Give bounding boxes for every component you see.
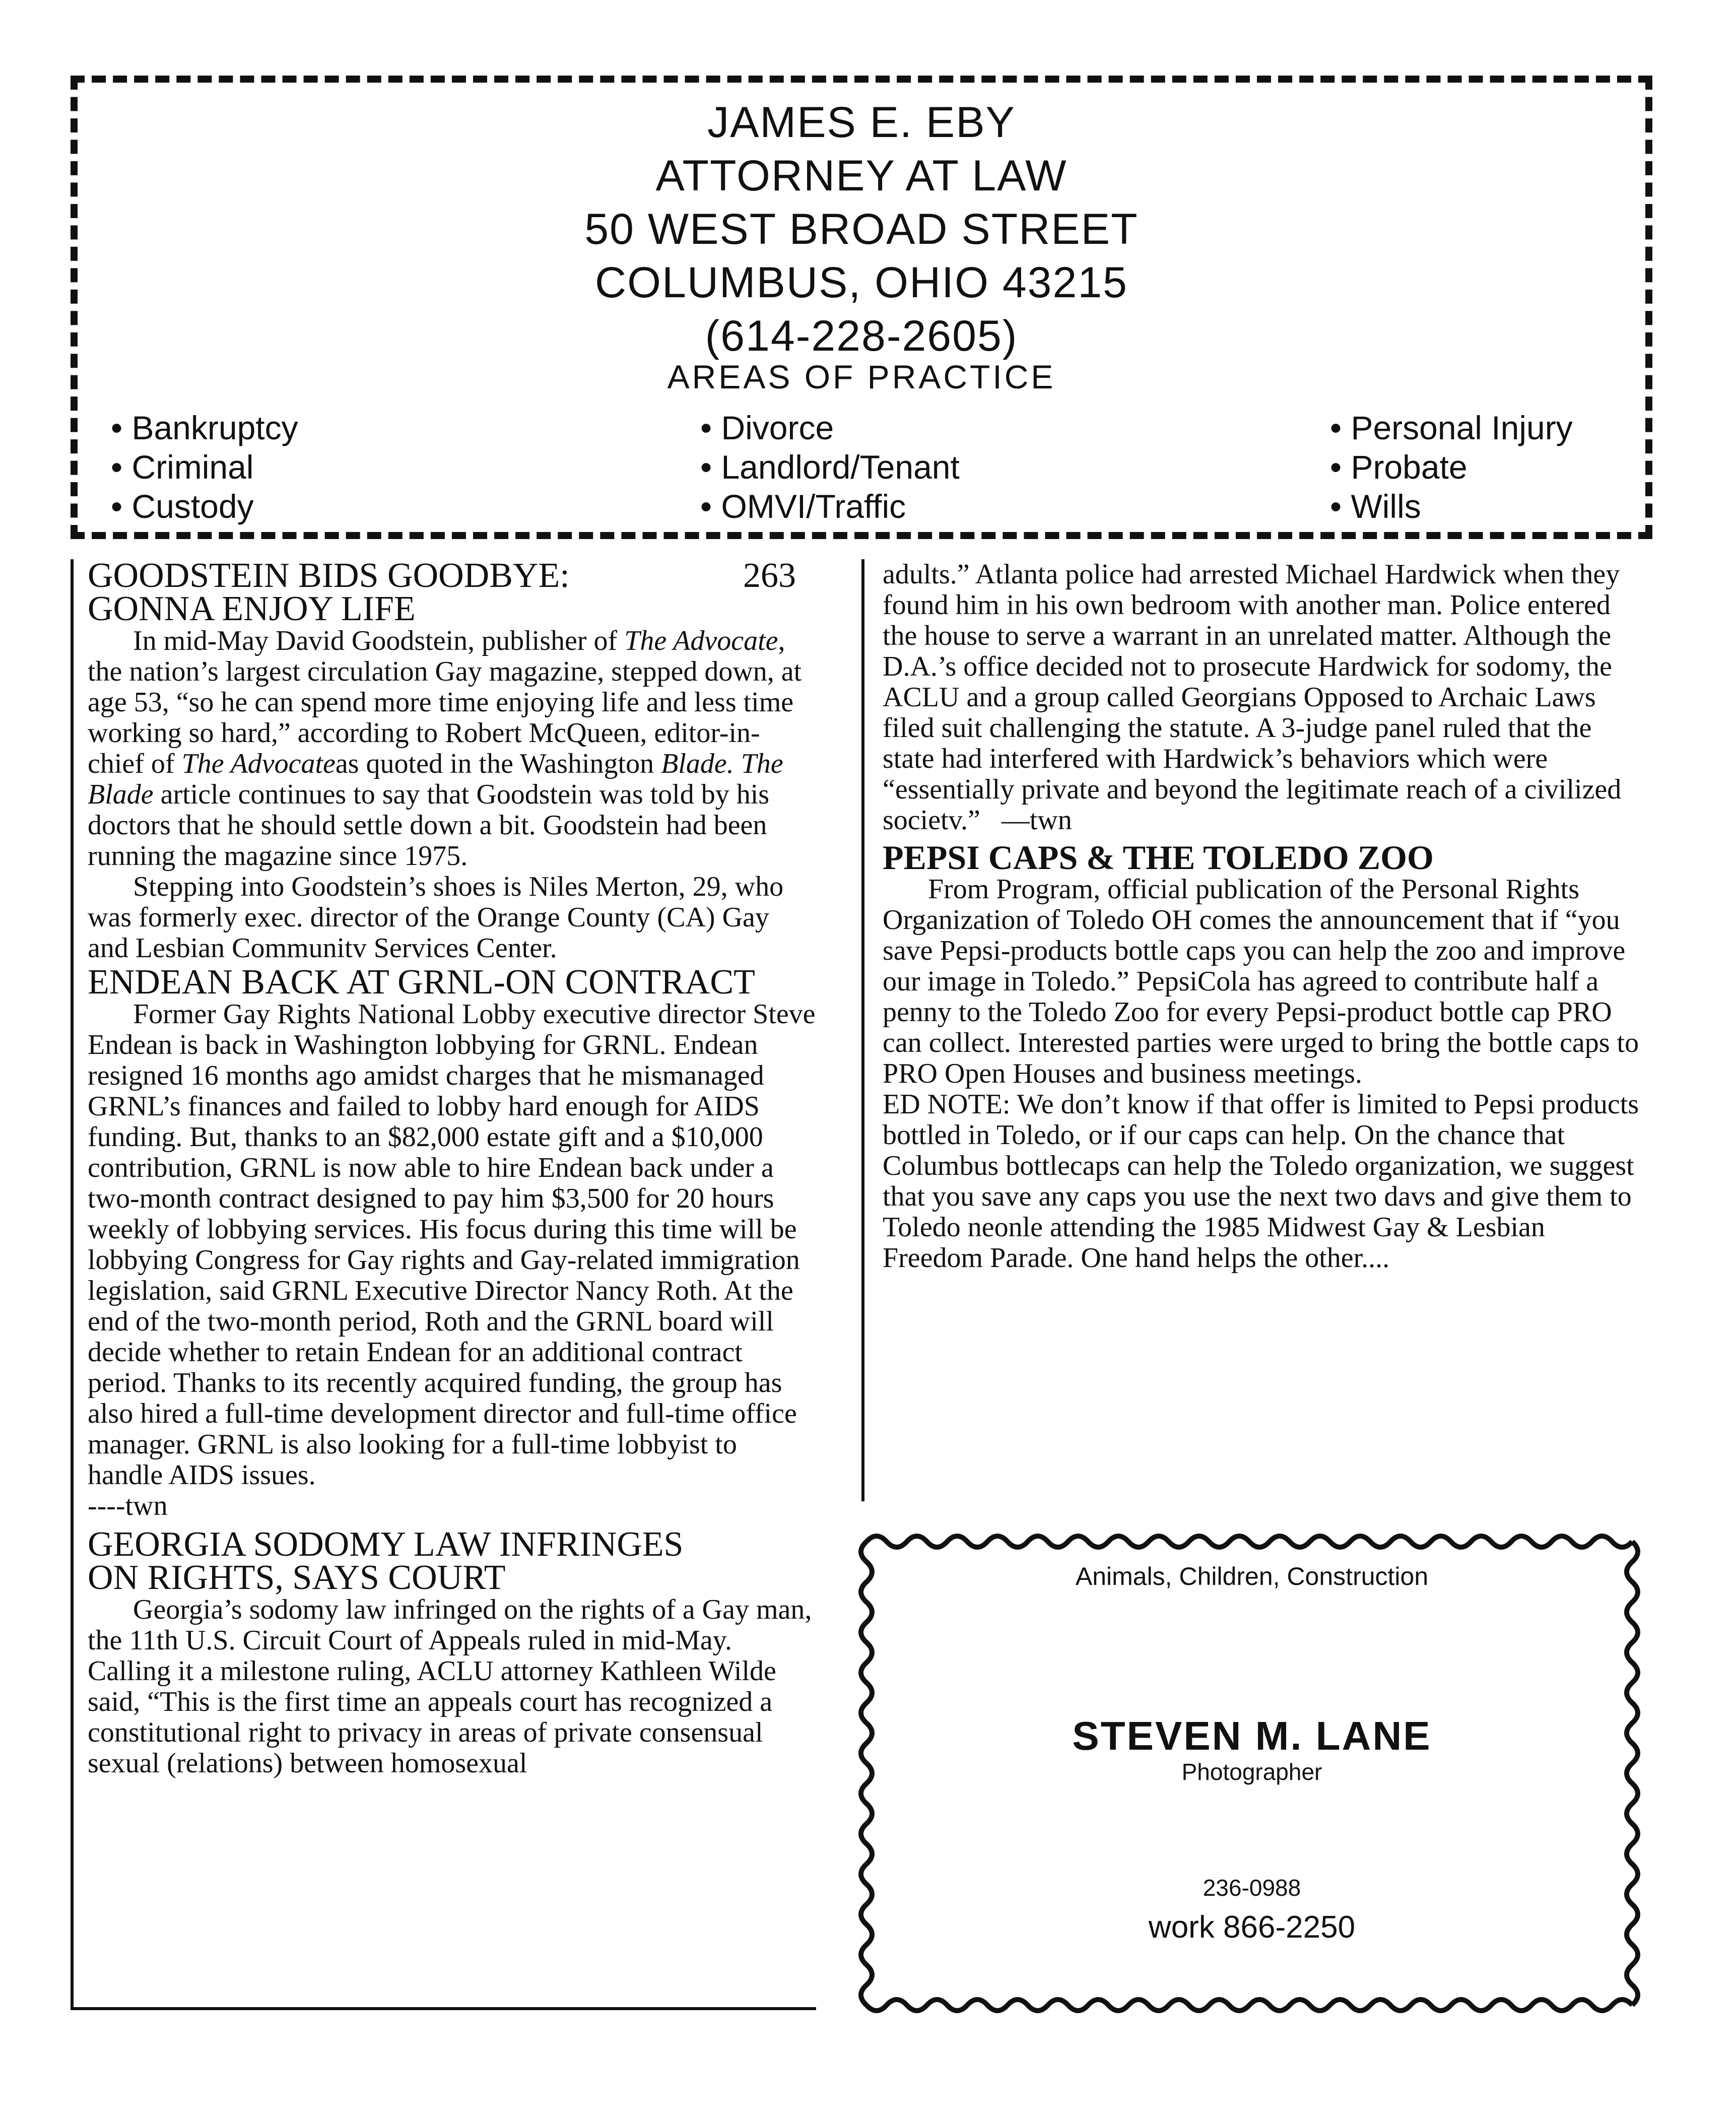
left-column: [71, 559, 816, 2010]
practice-item: • Divorce: [700, 408, 960, 447]
goodstein-headline-2: GONNA ENJOY LIFE: [88, 589, 416, 628]
endean-paragraph: Former Gay Rights National Lobby executive director Steve Endean is back in Washington lobbying for GRNL. Endean resigned 16 months ago amidst charges that he mismanaged GRNL’s finances and failed to lobby hard enough for AIDS funding. But, thanks to an $82,000 estate gift and a $10,000 contribution, GRNL is now able to hire Endean back under a two-month contract designed to pay him $3,500 for 20 hours weekly of lobbying services. His focus during this time will be lobbying Congress for Gay rights and Gay-related immigration legislation, said GRNL Executive Director Nancy Roth. At the end of the two-month period, Roth and the GRNL board will decide whether to retain Endean for an additional contract period. Thanks to its recently acquired funding, the group has also hired a full-time development director and full-time office manager. GRNL is also looking for a full-time lobbyist to handle AIDS issues.: [88, 999, 816, 1491]
photographer-ad: [846, 1521, 1657, 2025]
goodstein-headline-1: GOODSTEIN BIDS GOODBYE:: [88, 559, 570, 595]
attorney-title: ATTORNEY AT LAW: [655, 152, 1067, 200]
attorney-ad: [71, 76, 1652, 539]
attorney-street: 50 WEST BROAD STREET: [584, 205, 1139, 253]
practice-item: • Landlord/Tenant: [700, 447, 960, 487]
georgia-paragraph-continued: adults.” Atlanta police had arrested Michael Hardwick when they found him in his own bedroom with another man. Police entered the house to serve a warrant in an unrelated matter. Although the D.A.’s office decided not to prosecute Hardwick for sodomy, the ACLU and a group called Georgians Opposed to Archaic Laws filed suit challenging the statute. A 3-judge panel ruled that the state had interfered with Hardwick’s behaviors which were “essentially private and beyond the legitimate reach of a civilized societv.” —twn: [883, 559, 1622, 836]
practice-item: • Wills: [1330, 487, 1573, 526]
photographer-tagline: Animals, Children, Construction: [1075, 1562, 1429, 1590]
georgia-headline-2: ON RIGHTS, SAYS COURT: [88, 1558, 506, 1597]
attorney-phone: (614-228-2605): [705, 312, 1018, 360]
photographer-phone-home: 236-0988: [1203, 1875, 1301, 1901]
practice-item: • Probate: [1330, 447, 1573, 487]
georgia-paragraph: Georgia’s sodomy law infringed on the rights of a Gay man, the 11th U.S. Circuit Court of Appeals ruled in mid-May. Calling it a milestone ruling, ACLU attorney Kathleen Wilde said, “This is the first time an appeals court has recognized a constitutional right to privacy in areas of private consensual sexual (relations) between homosexual: [88, 1594, 812, 1779]
practice-list-1: [111, 408, 298, 526]
practice-item: • Personal Injury: [1330, 408, 1573, 447]
practice-item: • Bankruptcy: [111, 408, 298, 447]
photographer-name: STEVEN M. LANE: [1072, 1713, 1432, 1758]
pepsi-headline: PEPSI CAPS & THE TOLEDO ZOO: [883, 838, 1434, 877]
pepsi-paragraph-1: From Program, official publication of the Personal Rights Organization of Toledo OH comes the announcement that if “you save Pepsi-products bottle caps you can help the zoo and improve our image in Toledo.” PepsiCola has agreed to contribute half a penny to the Toledo Zoo for every Pepsi-product bottle cap PRO can collect. Interested parties were urged to bring the bottle caps to PRO Open Houses and business meetings.: [883, 874, 1639, 1089]
practice-list-2: [700, 408, 960, 526]
goodstein-headline: [88, 559, 816, 595]
attorney-name: JAMES E. EBY: [707, 98, 1016, 147]
practice-item: • OMVI/Traffic: [700, 487, 960, 526]
photographer-title: Photographer: [1181, 1759, 1322, 1785]
practice-item: • Criminal: [111, 447, 298, 487]
page-number: 263: [743, 559, 796, 595]
photographer-phone-work: work 866-2250: [1148, 1910, 1356, 1945]
georgia-headline-1: GEORGIA SODOMY LAW INFRINGES: [88, 1525, 684, 1564]
practice-item: • Custody: [111, 487, 298, 526]
georgia-signature: —twn: [1001, 805, 1072, 836]
right-column: [861, 559, 1647, 1501]
attorney-city: COLUMBUS, OHIO 43215: [594, 258, 1128, 307]
endean-headline: ENDEAN BACK AT GRNL-ON CONTRACT: [88, 963, 755, 1002]
practice-list-3: [1330, 408, 1573, 526]
goodstein-paragraph-2: Stepping into Goodstein’s shoes is Niles Merton, 29, who was formerly exec. director of the Orange County (CA) Gay and Lesbian Communitv Services Center.: [88, 871, 784, 964]
endean-signature: ----twn: [88, 1490, 168, 1521]
pepsi-ed-note: ED NOTE: We don’t know if that offer is limited to Pepsi products bottled in Toledo, or if our caps can help. On the chance that Columbus bottlecaps can help the Toledo organization, we suggest that you save any caps you use the next two davs and give them to Toledo neonle attending the 1985 Midwest Gay & Lesbian Freedom Parade. One hand helps the other....: [883, 1089, 1639, 1274]
goodstein-paragraph-1: In mid-May David Goodstein, publisher of The Advocate, the nation’s largest circulation Gay magazine, stepped down, at age 53, “so he can spend more time enjoying life and less time working so hard,” according to Robert McQueen, editor-in-chief of The Advocateas quoted in the Washington Blade. The Blade article continues to say that Goodstein was told by his doctors that he should settle down a bit. Goodstein had been running the magazine since 1975.: [88, 625, 802, 872]
practice-title: AREAS OF PRACTICE: [667, 358, 1056, 395]
